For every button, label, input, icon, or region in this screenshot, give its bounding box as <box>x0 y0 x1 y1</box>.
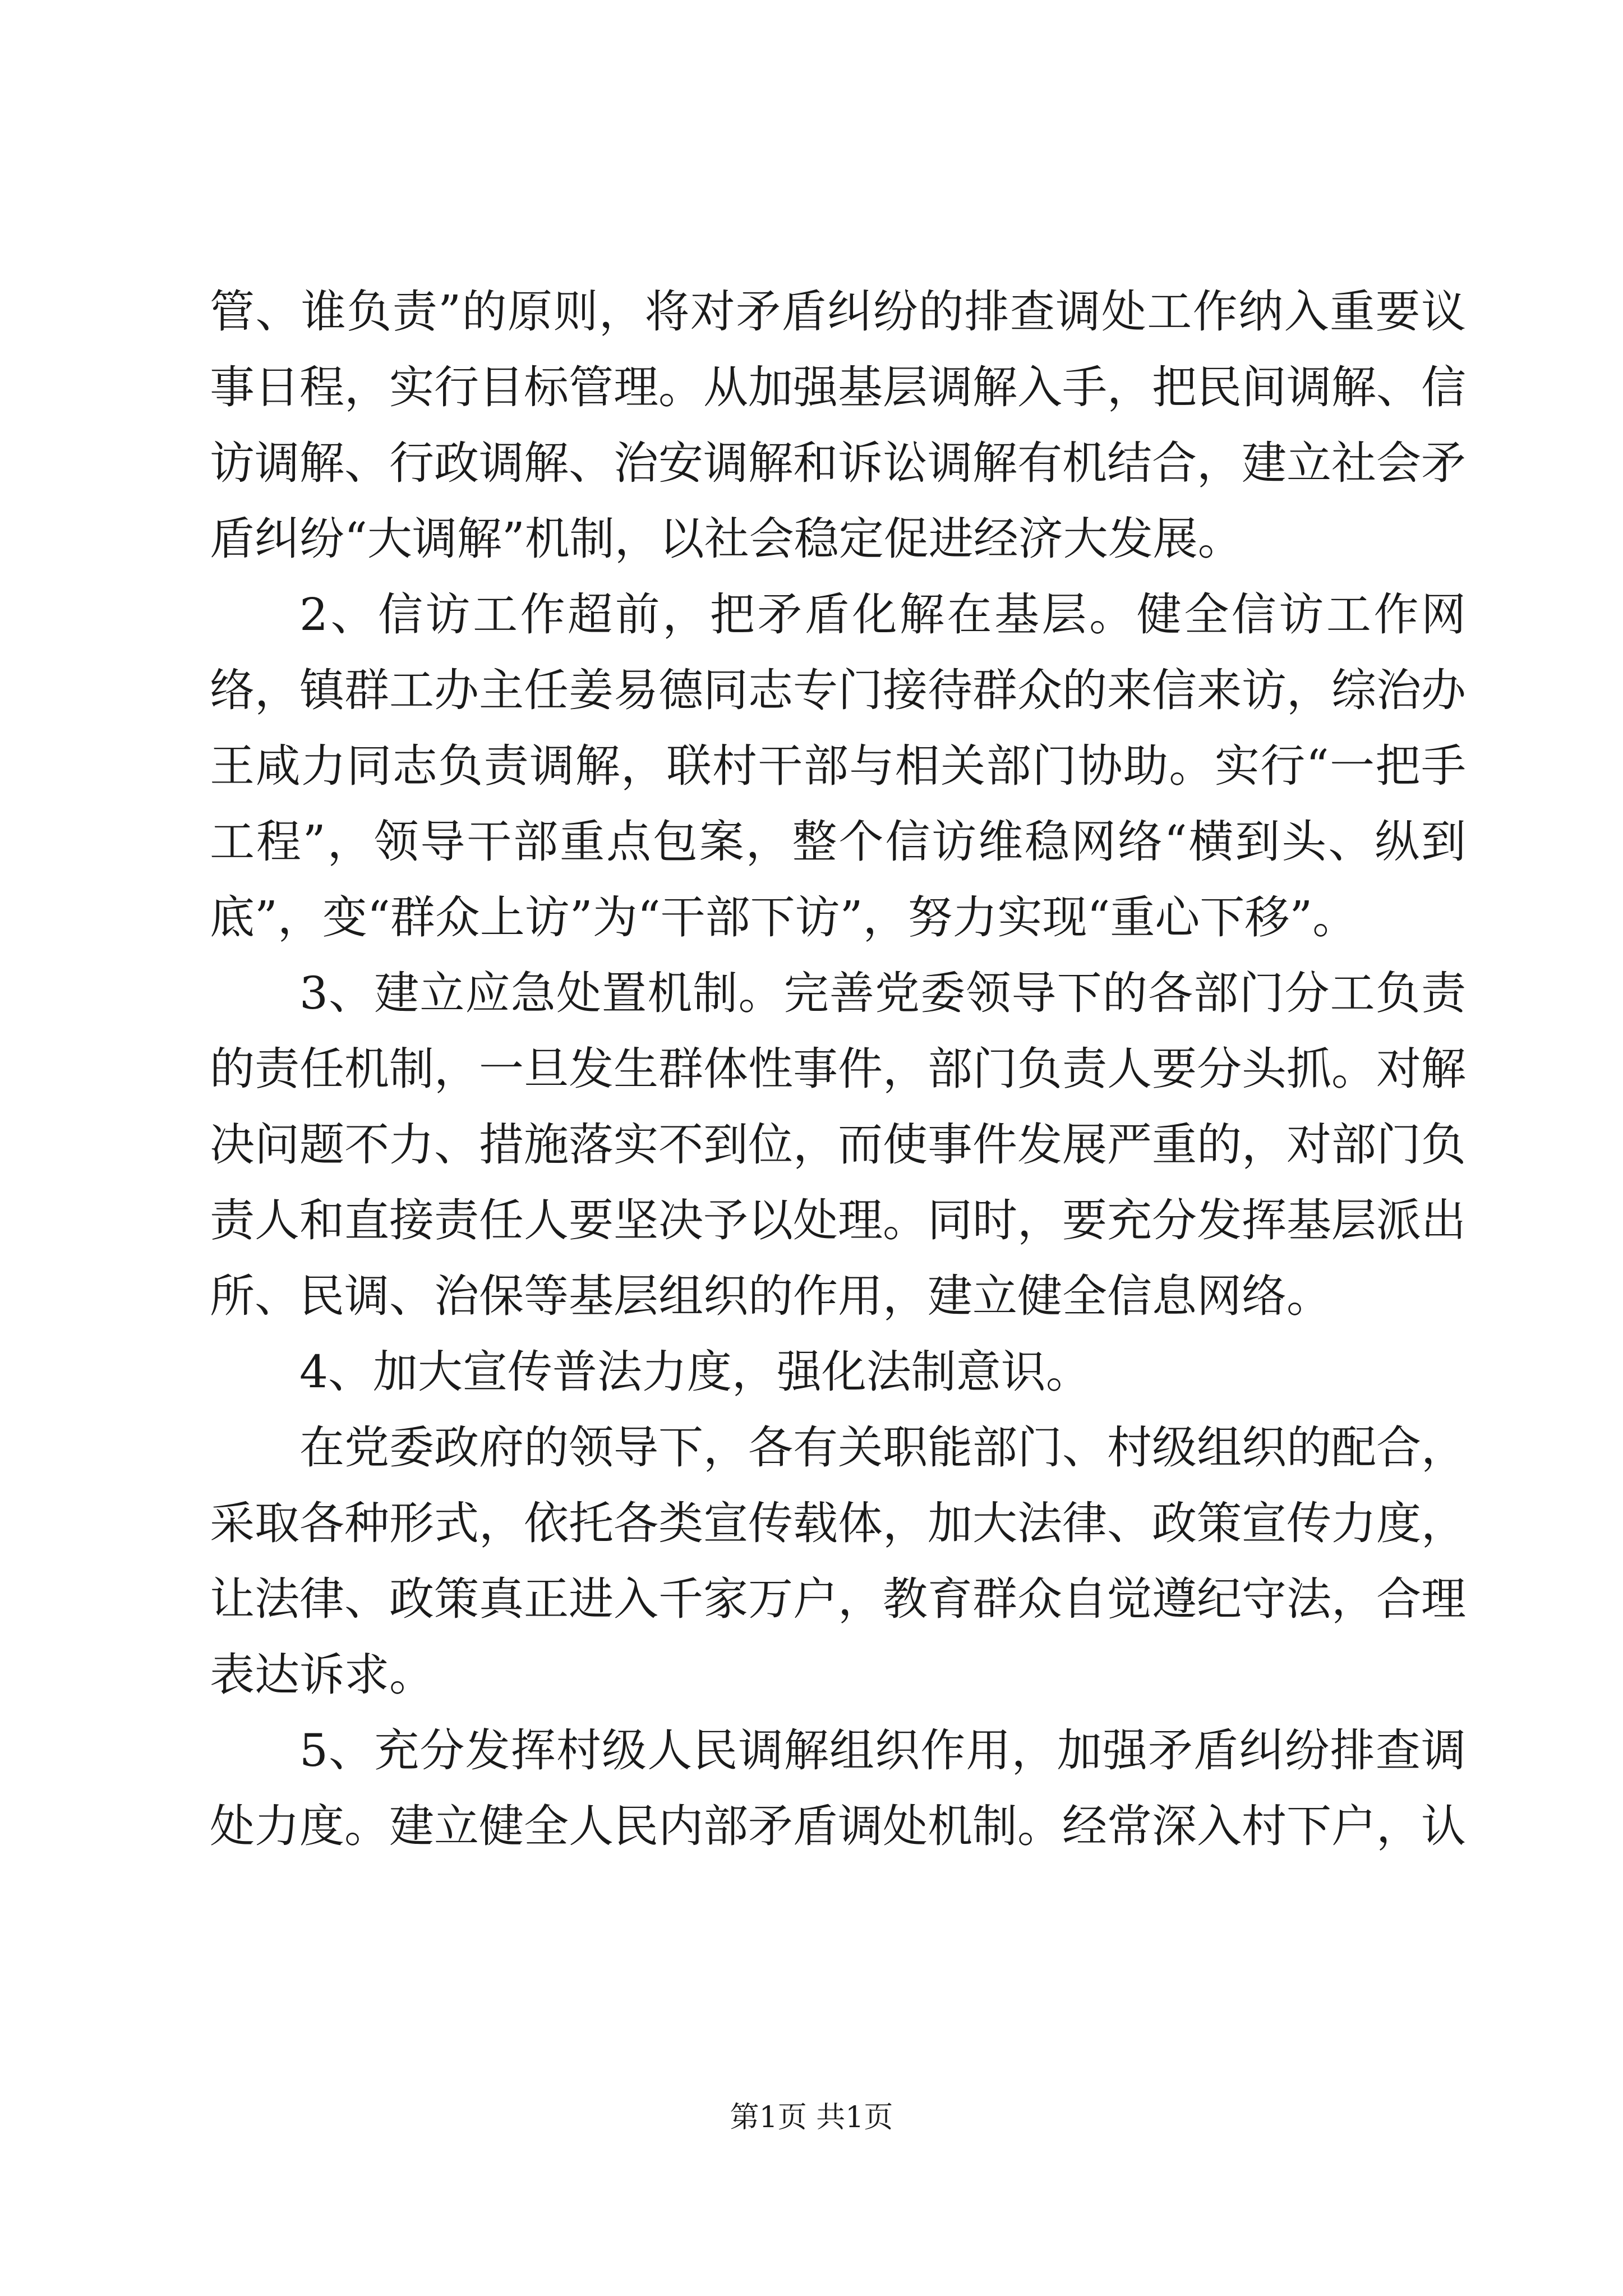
paragraph-item-4-body: 在党委政府的领导下，各有关职能部门、村级组织的配合，采取各种形式，依托各类宣传载体，加大法律、政策宣传力度，让法律、政策真正进入千家万户，教育群众自觉遵纪守法，合理表达诉求。 <box>210 1421 1466 1701</box>
paragraph-continuation: 管、谁负责”的原则，将对矛盾纠纷的排查调处工作纳入重要议事日程，实行目标管理。从加强基层调解入手，把民间调解、信访调解、行政调解、治安调解和诉讼调解有机结合，建立社会矛盾纠纷“大调解”机制，以社会稳定促进经济大发展。 <box>210 286 1466 565</box>
page-footer: 第1页 共1页 <box>730 2101 893 2134</box>
paragraph-item-2: 2、信访工作超前，把矛盾化解在基层。健全信访工作网络，镇群工办主任姜易德同志专门接待群众的来信来访，综治办王咸力同志负责调解，联村干部与相关部门协助。实行“一把手工程”，领导干部重点包案，整个信访维稳网络“横到头、纵到底”，变“群众上访”为“干部下访”，努力实现“重心下移”。 <box>210 588 1466 944</box>
paragraph-item-3: 3、建立应急处置机制。完善党委领导下的各部门分工负责的责任机制，一旦发生群体性事件，部门负责人要分头抓。对解决问题不力、措施落实不到位，而使事件发展严重的，对部门负责人和直接责任人要坚决予以处理。同时，要充分发挥基层派出所、民调、治保等基层组织的作用，建立健全信息网络。 <box>210 967 1466 1322</box>
paragraph-item-4-heading: 4、加大宣传普法力度，强化法制意识。 <box>299 1346 1091 1398</box>
paragraph-item-5: 5、充分发挥村级人民调解组织作用，加强矛盾纠纷排查调处力度。建立健全人民内部矛盾调处机制。经常深入村下户，认 <box>210 1724 1466 1852</box>
document-body <box>210 274 1466 1864</box>
